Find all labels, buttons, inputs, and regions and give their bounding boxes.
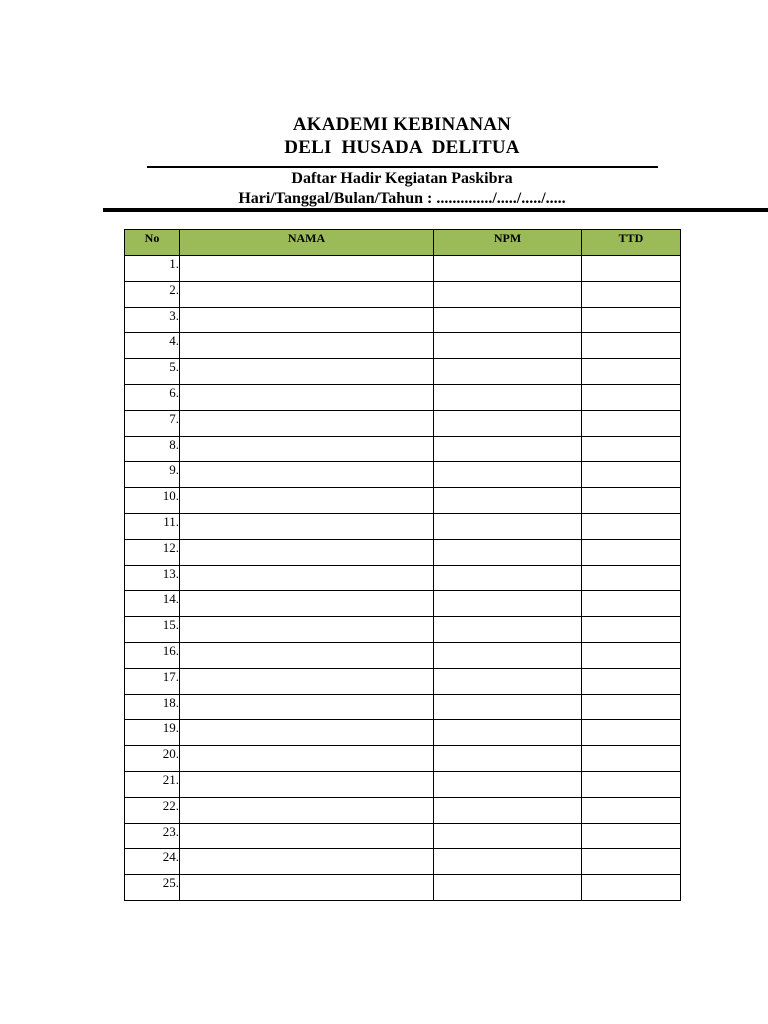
npm-cell[interactable] — [434, 384, 582, 410]
name-cell[interactable] — [180, 462, 434, 488]
signature-cell[interactable] — [582, 849, 681, 875]
name-cell[interactable] — [180, 694, 434, 720]
signature-cell[interactable] — [582, 642, 681, 668]
name-cell[interactable] — [180, 823, 434, 849]
table-row — [125, 617, 681, 643]
table-row — [125, 513, 681, 539]
row-number: 12. — [125, 539, 180, 565]
table-row — [125, 720, 681, 746]
table-row — [125, 359, 681, 385]
name-cell[interactable] — [180, 359, 434, 385]
table-header-row — [125, 230, 681, 256]
row-number: 11. — [125, 513, 180, 539]
table-row — [125, 797, 681, 823]
npm-cell[interactable] — [434, 617, 582, 643]
row-number: 19. — [125, 720, 180, 746]
row-number: 9. — [125, 462, 180, 488]
signature-cell[interactable] — [582, 384, 681, 410]
name-cell[interactable] — [180, 384, 434, 410]
column-header-no: No — [125, 230, 180, 256]
signature-cell[interactable] — [582, 462, 681, 488]
signature-cell[interactable] — [582, 307, 681, 333]
signature-cell[interactable] — [582, 359, 681, 385]
name-cell[interactable] — [180, 281, 434, 307]
signature-cell[interactable] — [582, 668, 681, 694]
npm-cell[interactable] — [434, 591, 582, 617]
npm-cell[interactable] — [434, 410, 582, 436]
name-cell[interactable] — [180, 410, 434, 436]
name-cell[interactable] — [180, 333, 434, 359]
npm-cell[interactable] — [434, 565, 582, 591]
table-row — [125, 333, 681, 359]
header-thick-divider — [103, 208, 768, 212]
signature-cell[interactable] — [582, 746, 681, 772]
signature-cell[interactable] — [582, 281, 681, 307]
table-row — [125, 746, 681, 772]
table-row — [125, 875, 681, 901]
row-number: 23. — [125, 823, 180, 849]
name-cell[interactable] — [180, 539, 434, 565]
signature-cell[interactable] — [582, 488, 681, 514]
table-row — [125, 771, 681, 797]
table-row — [125, 539, 681, 565]
row-number: 6. — [125, 384, 180, 410]
name-cell[interactable] — [180, 565, 434, 591]
name-cell[interactable] — [180, 436, 434, 462]
npm-cell[interactable] — [434, 359, 582, 385]
table-row — [125, 436, 681, 462]
attendance-table — [124, 229, 681, 901]
signature-cell[interactable] — [582, 617, 681, 643]
npm-cell[interactable] — [434, 436, 582, 462]
name-cell[interactable] — [180, 642, 434, 668]
name-cell[interactable] — [180, 746, 434, 772]
row-number: 10. — [125, 488, 180, 514]
row-number: 17. — [125, 668, 180, 694]
npm-cell[interactable] — [434, 256, 582, 282]
row-number: 13. — [125, 565, 180, 591]
name-cell[interactable] — [180, 488, 434, 514]
name-cell[interactable] — [180, 875, 434, 901]
table-row — [125, 307, 681, 333]
table-row — [125, 410, 681, 436]
npm-cell[interactable] — [434, 849, 582, 875]
name-cell[interactable] — [180, 307, 434, 333]
column-header-nama: NAMA — [180, 230, 434, 256]
npm-cell[interactable] — [434, 513, 582, 539]
table-row — [125, 642, 681, 668]
row-number: 4. — [125, 333, 180, 359]
npm-cell[interactable] — [434, 797, 582, 823]
signature-cell[interactable] — [582, 565, 681, 591]
npm-cell[interactable] — [434, 539, 582, 565]
document-subtitle: Daftar Hadir Kegiatan Paskibra — [291, 170, 513, 187]
name-cell[interactable] — [180, 849, 434, 875]
signature-cell[interactable] — [582, 513, 681, 539]
name-cell[interactable] — [180, 591, 434, 617]
signature-cell[interactable] — [582, 771, 681, 797]
date-line: Hari/Tanggal/Bulan/Tahun : ............../...../...../..... — [238, 190, 566, 207]
row-number: 24. — [125, 849, 180, 875]
npm-cell[interactable] — [434, 875, 582, 901]
npm-cell[interactable] — [434, 462, 582, 488]
institution-name-line2: DELI HUSADA DELITUA — [284, 137, 520, 158]
signature-cell[interactable] — [582, 797, 681, 823]
table-row — [125, 384, 681, 410]
signature-cell[interactable] — [582, 539, 681, 565]
header-divider — [147, 166, 658, 168]
name-cell[interactable] — [180, 256, 434, 282]
table-row — [125, 823, 681, 849]
name-cell[interactable] — [180, 513, 434, 539]
npm-cell[interactable] — [434, 488, 582, 514]
name-cell[interactable] — [180, 720, 434, 746]
row-number: 20. — [125, 746, 180, 772]
npm-cell[interactable] — [434, 642, 582, 668]
signature-cell[interactable] — [582, 591, 681, 617]
name-cell[interactable] — [180, 617, 434, 643]
table-row — [125, 591, 681, 617]
signature-cell[interactable] — [582, 823, 681, 849]
npm-cell[interactable] — [434, 771, 582, 797]
signature-cell[interactable] — [582, 875, 681, 901]
table-row — [125, 462, 681, 488]
column-header-npm: NPM — [434, 230, 582, 256]
row-number: 18. — [125, 694, 180, 720]
row-number: 16. — [125, 642, 180, 668]
npm-cell[interactable] — [434, 281, 582, 307]
table-row — [125, 849, 681, 875]
table-row — [125, 668, 681, 694]
signature-cell[interactable] — [582, 333, 681, 359]
row-number: 8. — [125, 436, 180, 462]
table-row — [125, 256, 681, 282]
row-number: 2. — [125, 281, 180, 307]
row-number: 22. — [125, 797, 180, 823]
row-number: 3. — [125, 307, 180, 333]
signature-cell[interactable] — [582, 436, 681, 462]
signature-cell[interactable] — [582, 694, 681, 720]
npm-cell[interactable] — [434, 823, 582, 849]
row-number: 15. — [125, 617, 180, 643]
table-row — [125, 488, 681, 514]
table-row — [125, 281, 681, 307]
signature-cell[interactable] — [582, 720, 681, 746]
table-row — [125, 565, 681, 591]
npm-cell[interactable] — [434, 307, 582, 333]
name-cell[interactable] — [180, 797, 434, 823]
signature-cell[interactable] — [582, 256, 681, 282]
table-row — [125, 694, 681, 720]
npm-cell[interactable] — [434, 668, 582, 694]
npm-cell[interactable] — [434, 694, 582, 720]
row-number: 25. — [125, 875, 180, 901]
row-number: 5. — [125, 359, 180, 385]
npm-cell[interactable] — [434, 333, 582, 359]
institution-name-line1: AKADEMI KEBINANAN — [292, 114, 512, 135]
name-cell[interactable] — [180, 668, 434, 694]
row-number: 21. — [125, 771, 180, 797]
npm-cell[interactable] — [434, 720, 582, 746]
column-header-ttd: TTD — [582, 230, 681, 256]
npm-cell[interactable] — [434, 746, 582, 772]
row-number: 14. — [125, 591, 180, 617]
signature-cell[interactable] — [582, 410, 681, 436]
row-number: 1. — [125, 256, 180, 282]
name-cell[interactable] — [180, 771, 434, 797]
row-number: 7. — [125, 410, 180, 436]
